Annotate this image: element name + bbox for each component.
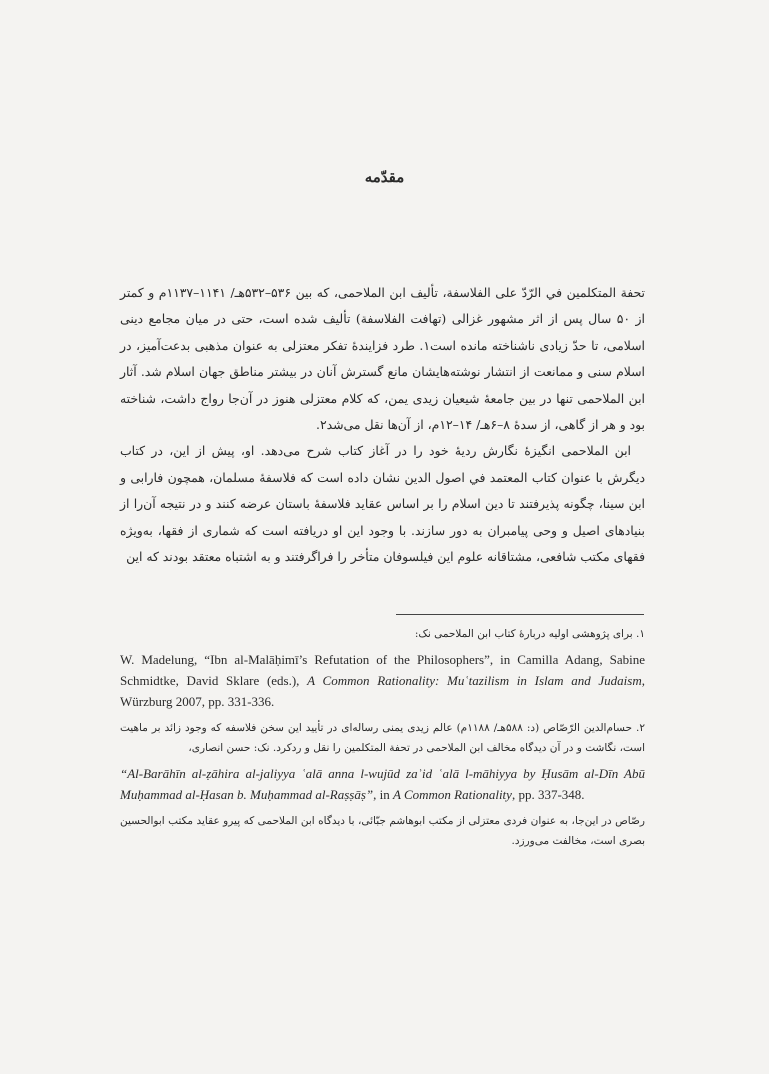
footnote-2: ۲. حسام‌الدین الرّصّاص (د: ۵۸۸هـ/ ۱۱۸۸م) عالم زیدی یمنی رساله‌ای در تأیید این سخن فلاسفه که وجود زائد بر ماهیت است، نگاشت و در آن دیدگاه مخالف ابن الملاحمی در تحفة المتکلمین را نقل و ردکرد. نک: حسن انصاری، xyxy=(120,721,645,754)
footnote-2-continuation: رصّاص در این‌جا، به عنوان فردی معتزلی از مکتب ابوهاشم جبّائی، با دیدگاه ابن الملاحمی که پیرو عقاید مکتب ابوالحسین بصری است، مخالفت می‌ورزد. xyxy=(120,814,645,847)
paragraph-1: تحفة المتكلمين في الرّدّ على الفلاسفة، تألیف ابن الملاحمی، که بین ۵۳۶–۵۳۲هـ/ ۱۱۴۱–۱۱۳۷م و کمتر از ۵۰ سال پس از اثر مشهور غزالی (تهافت الفلاسفة) تألیف شده است، حتی در میان مجامع دینی اسلامی، تا حدّ زیادی ناشناخته مانده است۱. طرد فزایندهٔ تفکر معتزلی به عنوان مذهبی بدعت‌آمیز، در اسلام سنی و ممانعت از انتشار نوشته‌هایشان مانع گسترش آنان در بیشتر مناطق جهان اسلام شد. آثار ابن الملاحمی تنها در بین جامعهٔ شیعیان زیدی یمن، که کلام معتزلی هنوز در آن‌جا رواج داشت، شناخته بود و هر از گاهی، از سدهٔ ۸–۶هـ/ ۱۴–۱۲م، از آن‌ها نقل می‌شد۲. xyxy=(120,285,646,433)
footnote-1: ۱. برای پژوهشی اولیه دربارهٔ کتاب ابن الملاحمی نک: xyxy=(414,628,645,640)
paragraph-2: ابن الملاحمی انگیزهٔ نگارش ردیهٔ خود را در آغاز کتاب شرح می‌دهد. او، پیش از این، در کتاب دیگرش با عنوان کتاب المعتمد في اصول الدين نشان داده است که فلاسفهٔ مسلمان، همچون فارابی و ابن سینا، چگونه پذیرفتند تا دین اسلام را بر اساس عقاید فلاسفهٔ باستان عرضه کنند و در نتیجه آن‌را از بنیادهای اصیل و وحی پیامبران به دور سازند. با وجود این او دریافته است که شماری از فقها، به‌ویژه فقهای مکتب شافعی، مشتاقانه علوم این فیلسوفان متأخر را فراگرفتند و به اشتباه معتقد بودند که این xyxy=(120,443,645,565)
footnote-2-citation xyxy=(120,763,645,805)
footnote-1-citation-title: A Common Rationality: Muʿtazilism in Islam and Judaism xyxy=(307,672,642,688)
footnote-2-citation-book: A Common Rationality xyxy=(393,786,512,802)
footnote-1-citation xyxy=(120,649,645,712)
main-text xyxy=(120,280,645,570)
page-title: مقدّمه xyxy=(364,168,405,186)
footnote-1-citation-part-a: W. Madelung, “Ibn al-Malāḥimī’s Refutation of the Philosophers”, in Camilla Adang, Sabine Schmidtke, David Sklare (eds.), xyxy=(120,651,645,688)
footnote-1-citation-part-c: , Würzburg 2007, pp. 331-336. xyxy=(120,672,645,709)
footnote-2-citation-part-b: , in xyxy=(373,786,394,802)
footnote-2-citation-title: “Al-Barāhīn al-ẓāhira al-jaliyya ʿalā anna l-wujūd zaʾid ʿalā l-māhiyya by Ḥusām al-Dīn Abū Muḥammad al-Ḥasan b. Muḥammad al-Raṣṣāṣ” xyxy=(120,765,645,802)
footnote-divider xyxy=(396,614,644,615)
footnotes xyxy=(120,624,645,852)
footnote-2-citation-part-d: , pp. 337-348. xyxy=(511,786,585,802)
